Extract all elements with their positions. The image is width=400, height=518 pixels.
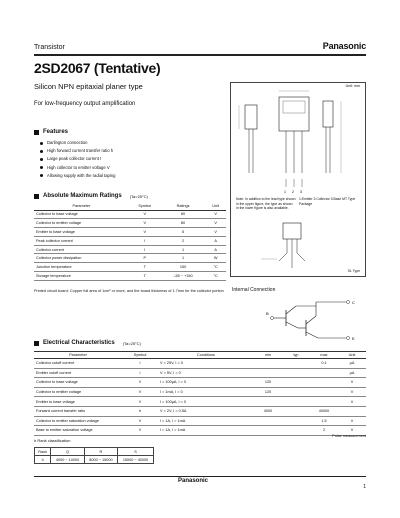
table-header-row: Parameter Symbol Conditions min typ max Unit — [34, 352, 366, 359]
table-row: Collector cutoff current I V = 25V, I = 0 0.1 µA — [34, 359, 366, 369]
application-line: For low-frequency output amplification — [34, 101, 136, 107]
package-drawing-frame — [230, 82, 366, 277]
features-heading: Features — [34, 129, 68, 135]
header-rule — [34, 54, 366, 56]
table-row: Collector to base voltage V 80 V — [34, 210, 226, 219]
table-row: Collector to base voltage V I = 100µA, I = 0 120 V — [34, 378, 366, 388]
table-row: Collector to emitter voltage V I = 1mA, I = 0 120 V — [34, 387, 366, 397]
category-label: Transistor — [34, 44, 65, 51]
bullet-icon — [40, 158, 43, 161]
table-row: Collector current I 1 A — [34, 245, 226, 254]
table-row: Rank Q R S — [35, 448, 154, 456]
table-row: Junction temperature T 150 °C — [34, 263, 226, 272]
rank-table — [34, 447, 154, 464]
package-unit-label: Unit: mm — [345, 84, 360, 88]
package-code-label: SL Type — [347, 269, 360, 273]
feature-item: Large peak collector current I — [40, 155, 115, 163]
table-row: Emitter cutoff current I V = 5V, I = 0 µA — [34, 368, 366, 378]
svg-text:B: B — [266, 311, 269, 316]
device-type-subtitle: Silicon NPN epitaxial planer type — [34, 82, 143, 91]
feature-item: High collector to emitter voltage V — [40, 164, 115, 172]
table-header-row: Parameter Symbol Ratings Unit — [34, 203, 226, 210]
svg-text:1: 1 — [284, 190, 286, 194]
svg-text:3: 3 — [300, 190, 302, 194]
section-bullet-icon — [34, 130, 39, 135]
table-row: Storage temperature T –55 ~ +150 °C — [34, 272, 226, 281]
table-row: Collector to emitter saturation voltage V I = 1A, I = 1mA 1.5 V — [34, 416, 366, 426]
part-number-title: 2SD2067 (Tentative) — [34, 60, 161, 76]
internal-connection-diagram — [266, 294, 366, 340]
bullet-icon — [40, 150, 43, 153]
bullet-icon — [40, 174, 43, 177]
pulse-measurement-note: Pulse measurement — [332, 434, 366, 438]
section-bullet-icon — [34, 341, 39, 346]
svg-text:E: E — [352, 336, 355, 340]
feature-item: Darlington connection — [40, 139, 115, 147]
darlington-schematic — [266, 294, 366, 340]
package-pin-assignment: 1:Emitter 2:Collector 3:Base MT Type Package — [299, 197, 356, 206]
amr-footnote: Printed circuit board: Copper foil area of 1cm² or more, and the board thickness of 1.7mm for the collector portion — [34, 289, 224, 293]
elec-table — [34, 351, 366, 436]
feature-item: High forward current transfer ratio h — [40, 147, 115, 155]
bullet-icon — [40, 142, 43, 145]
footer-rule — [34, 476, 366, 477]
footer-brand-logo: Panasonic — [178, 478, 209, 484]
svg-text:2: 2 — [292, 190, 294, 194]
package-outline-drawing — [231, 83, 367, 278]
table-row: Collector to emitter voltage V 80 V — [34, 219, 226, 228]
svg-text:C: C — [352, 300, 355, 305]
features-list — [40, 139, 115, 180]
table-row: Base to emitter saturation voltage V I = 1A, I = 1mA 2 V — [34, 426, 366, 436]
table-row: Collector power dissipation P 1 W — [34, 254, 226, 263]
package-note-text: Note: In addition to the lead type shown in the upper figure, the type as shown in the lower figure is also available. — [236, 197, 296, 211]
table-row: h 4000 ~ 10000 8000 ~ 15000 15000 ~ 40000 — [35, 456, 154, 464]
brand-logo: Panasonic — [322, 41, 366, 51]
table-row: Peak collector current I 2 A — [34, 236, 226, 245]
feature-item: Allowing supply with the radial taping — [40, 172, 115, 180]
bullet-icon — [40, 166, 43, 169]
rank-heading: h Rank classification — [34, 438, 71, 443]
table-row: Emitter to base voltage V 5 V — [34, 228, 226, 237]
section-bullet-icon — [34, 194, 39, 199]
elec-heading: Electrical Characteristics (Ta=25°C) — [34, 340, 141, 346]
page-number: 1 — [363, 484, 366, 490]
internal-connection-heading: Internal Connection — [232, 287, 276, 293]
amr-table — [34, 203, 226, 281]
amr-heading: Absolute Maximum Ratings (Ta=25°C) — [34, 193, 148, 199]
table-row: Emitter to base voltage V I = 100µA, I = 0 V — [34, 397, 366, 407]
table-row: Forward current transfer ratio h V = 2V, I = 0.5A 4000 40000 — [34, 406, 366, 416]
